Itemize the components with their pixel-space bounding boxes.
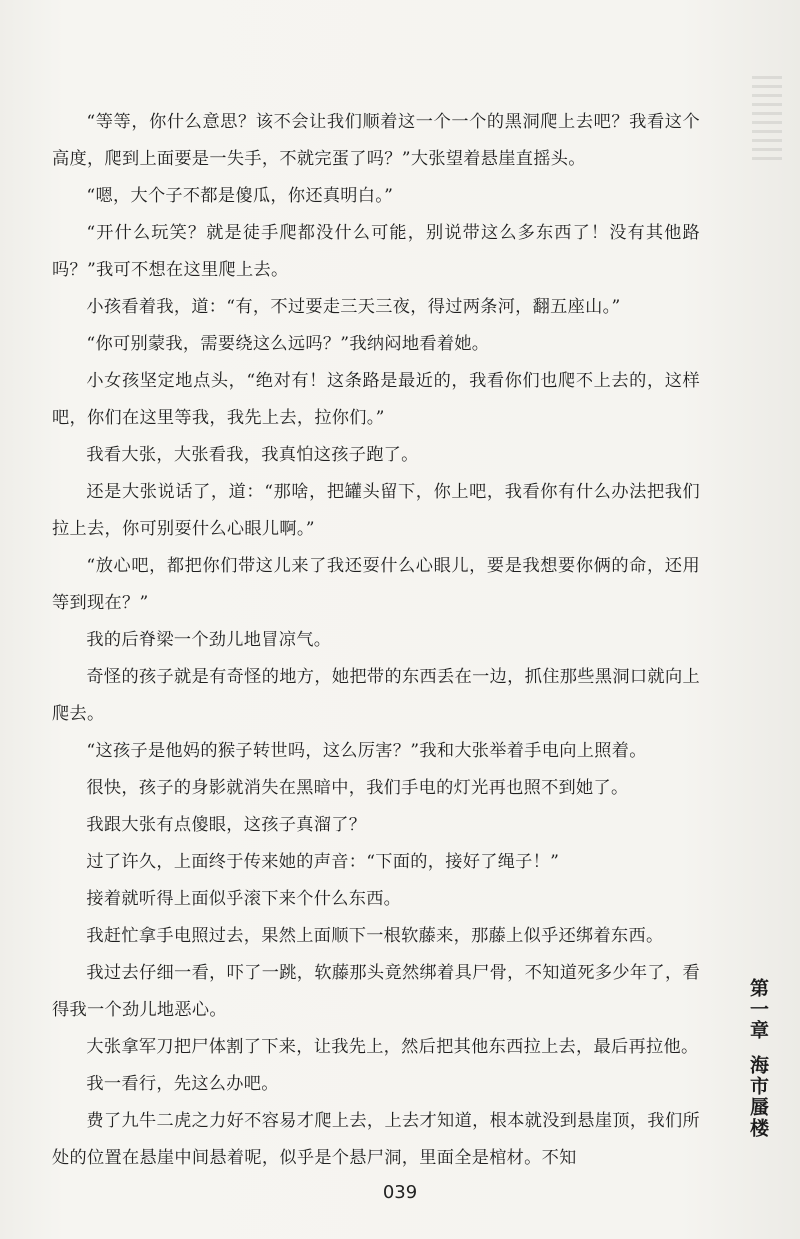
body-text [52,104,700,1177]
paragraph: “等等，你什么意思？该不会让我们顺着这一个一个的黑洞爬上去吧？我看这个高度，爬到上面要是一失手，不就完蛋了吗？”大张望着悬崖直摇头。 [52,112,700,169]
paragraph: 我过去仔细一看，吓了一跳，软藤那头竟然绑着具尸骨，不知道死多少年了，看得我一个劲儿地恶心。 [52,963,700,1020]
paragraph: 小女孩坚定地点头，“绝对有！这条路是最近的，我看你们也爬不上去的，这样吧，你们在这里等我，我先上去，拉你们。” [52,371,700,428]
paragraph: “你可别蒙我，需要绕这么远吗？”我纳闷地看着她。 [86,334,490,354]
paragraph: 小孩看着我，道：“有，不过要走三天三夜，得过两条河，翻五座山。” [86,297,621,317]
paragraph: “这孩子是他妈的猴子转世吗，这么厉害？”我和大张举着手电向上照着。 [86,741,647,761]
page-number: 039 [382,1182,418,1203]
paragraph: 我跟大张有点傻眼，这孩子真溜了？ [86,815,367,835]
chapter-number: 第一章 [747,978,769,1041]
paragraph: 很快，孩子的身影就消失在黑暗中，我们手电的灯光再也照不到她了。 [86,778,629,798]
bleed-through-mark [752,70,782,160]
paragraph: 我的后脊梁一个劲儿地冒凉气。 [86,630,332,650]
paragraph: 还是大张说话了，道：“那啥，把罐头留下，你上吧，我看你有什么办法把我们拉上去，你可别耍什么心眼儿啊。” [52,482,700,539]
paragraph: “放心吧，都把你们带这儿来了我还耍什么心眼儿，要是我想要你俩的命，还用等到现在？” [52,556,700,613]
paragraph: 我一看行，先这么办吧。 [86,1074,279,1094]
paragraph: “开什么玩笑？就是徒手爬都没什么可能，别说带这么多东西了！没有其他路吗？”我可不想在这里爬上去。 [52,223,700,280]
chapter-title: 海市蜃楼 [747,1055,769,1139]
chapter-side-tab [738,978,778,1139]
paragraph: 过了许久，上面终于传来她的声音：“下面的，接好了绳子！” [86,852,560,872]
paragraph: 我看大张，大张看我，我真怕这孩子跑了。 [86,445,419,465]
paragraph: 奇怪的孩子就是有奇怪的地方，她把带的东西丢在一边，抓住那些黑洞口就向上爬去。 [52,667,700,724]
paragraph: 费了九牛二虎之力好不容易才爬上去，上去才知道，根本就没到悬崖顶，我们所处的位置在悬崖中间悬着呢，似乎是个悬尸洞，里面全是棺材。不知 [52,1111,700,1168]
paragraph: 接着就听得上面似乎滚下来个什么东西。 [86,889,402,909]
paragraph: “嗯，大个子不都是傻瓜，你还真明白。” [86,186,394,206]
paragraph: 大张拿军刀把尸体割了下来，让我先上，然后把其他东西拉上去，最后再拉他。 [86,1037,699,1057]
paragraph: 我赶忙拿手电照过去，果然上面顺下一根软藤来，那藤上似乎还绑着东西。 [86,926,664,946]
